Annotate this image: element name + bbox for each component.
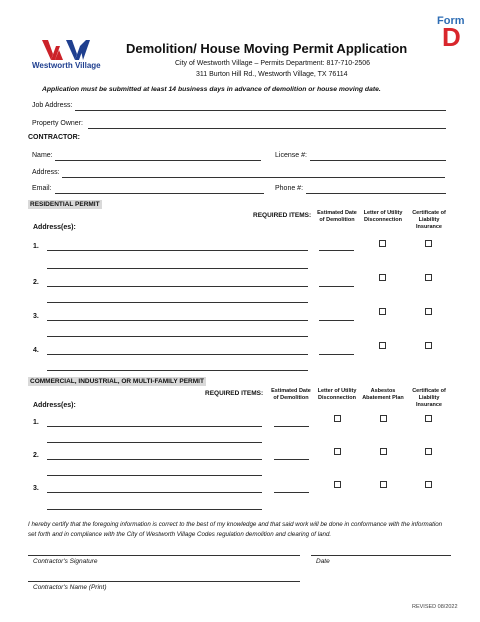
- address-label: Address:: [32, 169, 60, 176]
- signature-label: Contractor's Signature: [33, 558, 98, 565]
- license-field[interactable]: [310, 160, 446, 161]
- res-address-field[interactable]: [47, 354, 308, 355]
- res-utility-checkbox[interactable]: [379, 342, 386, 349]
- property-owner-label: Property Owner:: [32, 120, 83, 127]
- res-address-field[interactable]: [47, 320, 308, 321]
- com-col-date: Estimated Date of Demolition: [271, 388, 311, 401]
- res-address-field-2[interactable]: [47, 268, 308, 269]
- com-address-field-2[interactable]: [47, 442, 262, 443]
- commercial-required-label: REQUIRED ITEMS:: [205, 390, 264, 397]
- job-address-label: Job Address:: [32, 102, 73, 109]
- res-insurance-checkbox[interactable]: [425, 308, 432, 315]
- residential-required-label: REQUIRED ITEMS:: [253, 212, 312, 219]
- com-insurance-checkbox[interactable]: [425, 481, 432, 488]
- address-line: 311 Burton Hill Rd., Westworth Village, TX 76114: [196, 71, 348, 78]
- res-utility-checkbox[interactable]: [379, 240, 386, 247]
- logo-text: Westworth Village: [32, 61, 101, 70]
- signature-field[interactable]: [28, 555, 300, 556]
- commercial-heading: COMMERCIAL, INDUSTRIAL, OR MULTI-FAMILY PERMIT: [30, 378, 204, 385]
- res-address-field[interactable]: [47, 250, 308, 251]
- com-utility-checkbox[interactable]: [334, 415, 341, 422]
- form-label: Form: [437, 15, 465, 27]
- com-col-asbestos: Asbestos Abatement Plan: [362, 388, 404, 401]
- residential-addresses-label: Address(es):: [33, 224, 76, 231]
- com-row-number: 1.: [33, 419, 39, 426]
- phone-field[interactable]: [306, 193, 446, 194]
- contractor-address-field[interactable]: [62, 177, 445, 178]
- res-address-field-2[interactable]: [47, 336, 308, 337]
- res-col-utility: Letter of Utility Disconnection: [363, 210, 403, 223]
- com-date-field[interactable]: [274, 426, 309, 427]
- name-field[interactable]: [55, 160, 261, 161]
- job-address-field[interactable]: [75, 110, 446, 111]
- com-col-insurance: Certificate of Liability Insurance: [412, 388, 446, 408]
- com-address-field-2[interactable]: [47, 509, 262, 510]
- res-utility-checkbox[interactable]: [379, 274, 386, 281]
- res-insurance-checkbox[interactable]: [425, 240, 432, 247]
- email-field[interactable]: [55, 193, 264, 194]
- com-asbestos-checkbox[interactable]: [380, 448, 387, 455]
- res-date-field[interactable]: [319, 354, 354, 355]
- phone-label: Phone #:: [275, 185, 304, 192]
- certification-text: I hereby certify that the foregoing information is correct to the best of my knowledge and that said work will be done in conformance with the information set forth and in compliance with the City of Westworth Village Codes regulation demolition and clearing of land.: [28, 521, 443, 538]
- com-address-field[interactable]: [47, 459, 262, 460]
- com-row-number: 2.: [33, 452, 39, 459]
- res-date-field[interactable]: [319, 250, 354, 251]
- res-col-insurance: Certificate of Liability Insurance: [412, 210, 446, 230]
- com-address-field[interactable]: [47, 492, 262, 493]
- com-address-field-2[interactable]: [47, 475, 262, 476]
- contractor-heading: CONTRACTOR:: [28, 134, 80, 141]
- res-date-field[interactable]: [319, 320, 354, 321]
- res-insurance-checkbox[interactable]: [425, 342, 432, 349]
- logo-mark-icon: [42, 40, 112, 60]
- com-asbestos-checkbox[interactable]: [380, 415, 387, 422]
- date-field[interactable]: [311, 555, 451, 556]
- res-insurance-checkbox[interactable]: [425, 274, 432, 281]
- res-col-date: Estimated Date of Demolition: [317, 210, 357, 223]
- revision-date: REVISED 08/2022: [412, 604, 458, 610]
- res-row-number: 4.: [33, 347, 39, 354]
- logo: [32, 40, 102, 74]
- com-col-utility: Letter of Utility Disconnection: [317, 388, 357, 401]
- com-utility-checkbox[interactable]: [334, 481, 341, 488]
- com-address-field[interactable]: [47, 426, 262, 427]
- com-utility-checkbox[interactable]: [334, 448, 341, 455]
- res-address-field[interactable]: [47, 286, 308, 287]
- res-date-field[interactable]: [319, 286, 354, 287]
- com-insurance-checkbox[interactable]: [425, 448, 432, 455]
- date-label: Date: [316, 558, 330, 565]
- license-label: License #:: [275, 152, 307, 159]
- name-label: Name:: [32, 152, 53, 159]
- com-date-field[interactable]: [274, 492, 309, 493]
- res-row-number: 1.: [33, 243, 39, 250]
- res-row-number: 2.: [33, 279, 39, 286]
- com-insurance-checkbox[interactable]: [425, 415, 432, 422]
- form-letter: D: [442, 22, 461, 52]
- res-address-field-2[interactable]: [47, 302, 308, 303]
- residential-heading: RESIDENTIAL PERMIT: [30, 201, 100, 208]
- res-utility-checkbox[interactable]: [379, 308, 386, 315]
- res-address-field-2[interactable]: [47, 370, 308, 371]
- printed-name-label: Contractor's Name (Print): [33, 584, 107, 591]
- com-date-field[interactable]: [274, 459, 309, 460]
- submission-notice: Application must be submitted at least 14 business days in advance of demolition or house moving date.: [42, 86, 381, 93]
- email-label: Email:: [32, 185, 52, 192]
- com-asbestos-checkbox[interactable]: [380, 481, 387, 488]
- page-title: Demolition/ House Moving Permit Application: [126, 41, 408, 56]
- res-row-number: 3.: [33, 313, 39, 320]
- property-owner-field[interactable]: [88, 128, 446, 129]
- com-row-number: 3.: [33, 485, 39, 492]
- printed-name-field[interactable]: [28, 581, 300, 582]
- dept-line: City of Westworth Village – Permits Department: 817-710-2506: [175, 60, 371, 67]
- commercial-addresses-label: Address(es):: [33, 402, 76, 409]
